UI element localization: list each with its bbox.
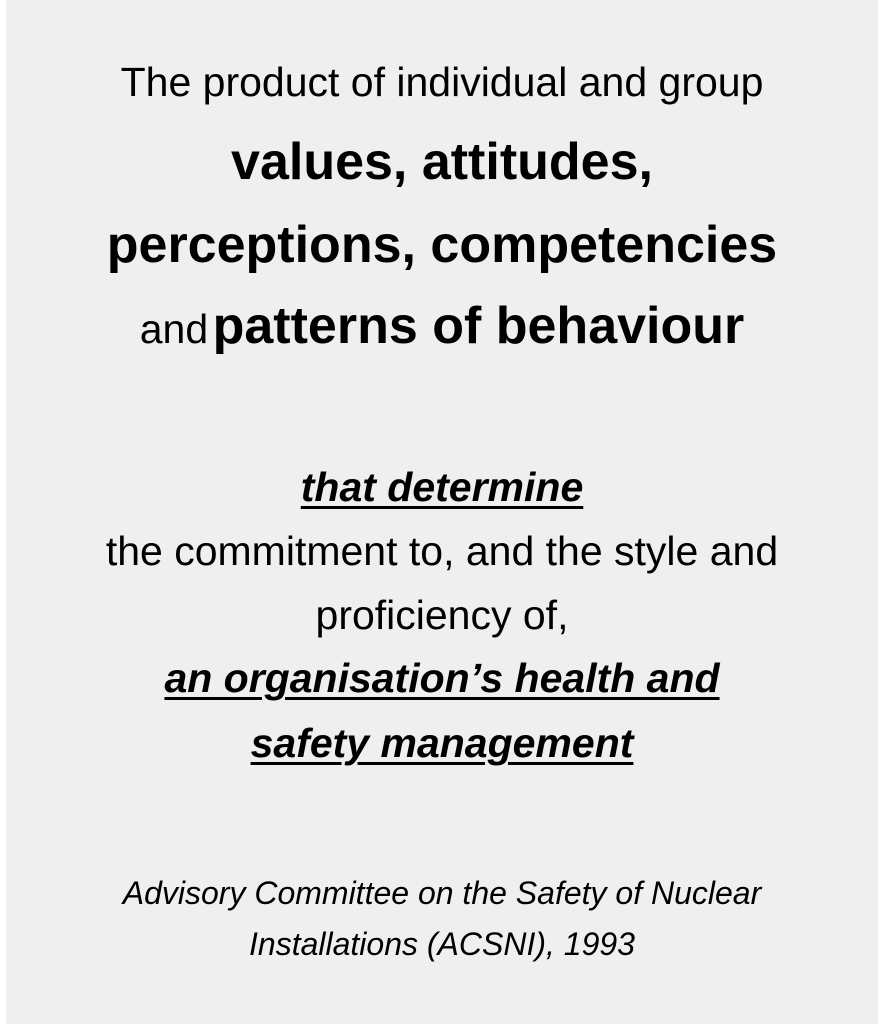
definition-line-6: the commitment to, and the style and — [105, 528, 779, 574]
definition-line-4 — [6, 297, 878, 355]
definition-line-5: that determine — [300, 464, 584, 510]
citation-line-1: Advisory Committee on the Safety of Nuclear — [122, 875, 762, 911]
definition-line-8: an organisation’s health and — [164, 655, 720, 701]
quote-panel — [6, 0, 878, 1024]
definition-line-4-lead: and — [139, 306, 209, 352]
definition-line-3: perceptions, competencies — [106, 216, 778, 274]
definition-line-4-emphasis: patterns of behaviour — [212, 297, 745, 355]
definition-line-2: values, attitudes, — [231, 133, 653, 191]
definition-line-7: proficiency of, — [315, 592, 569, 638]
definition-line-9: safety management — [250, 720, 634, 766]
definition-line-1: The product of individual and group — [120, 59, 764, 105]
citation-line-2: Installations (ACSNI), 1993 — [249, 926, 635, 962]
